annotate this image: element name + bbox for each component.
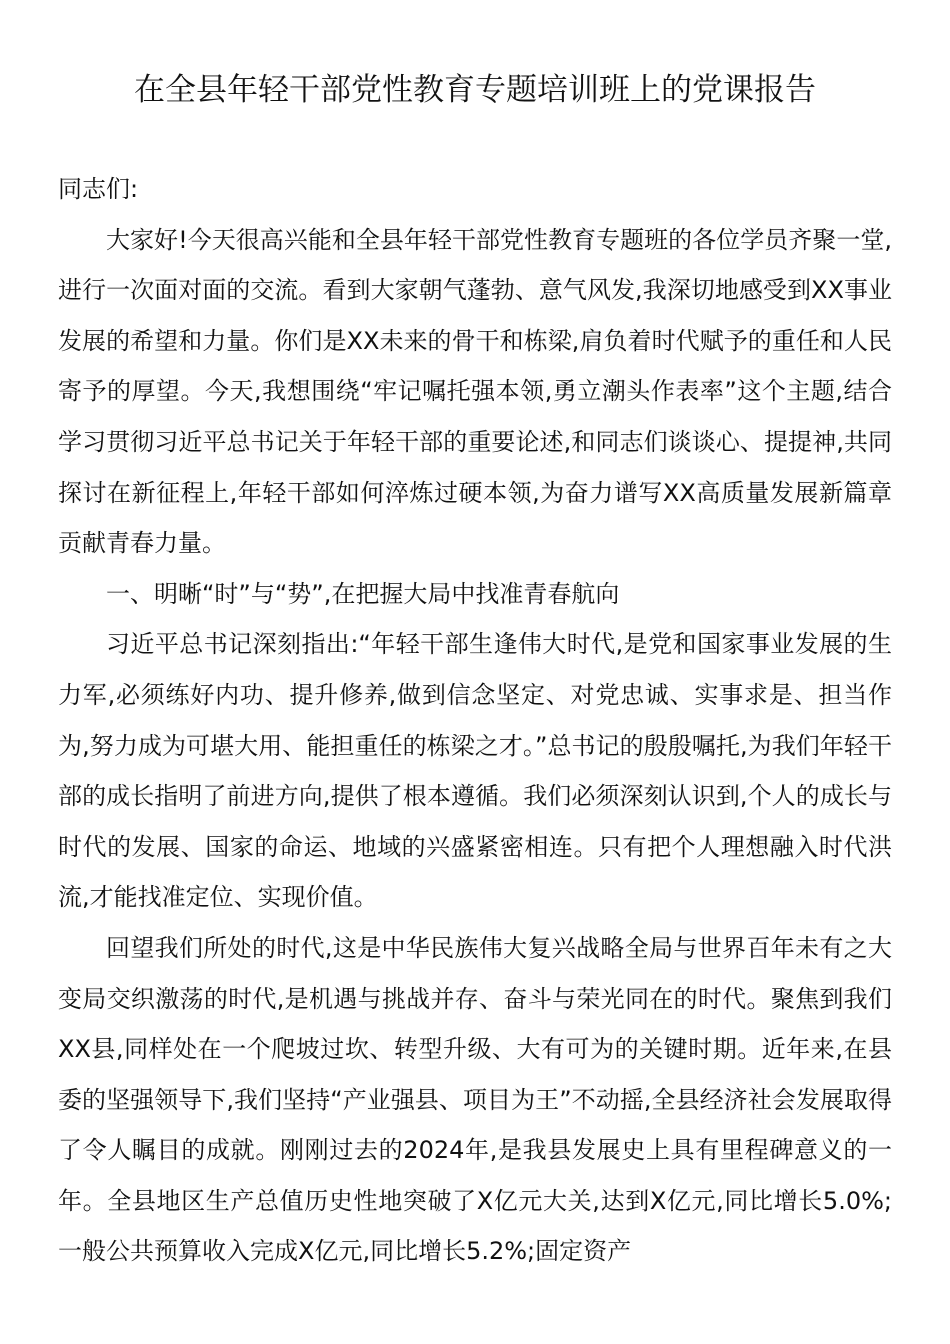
opening-paragraph: 大家好!今天很高兴能和全县年轻干部党性教育专题班的各位学员齐聚一堂,进行一次面对面的交流。看到大家朝气蓬勃、意气风发,我深切地感受到XX事业发展的希望和力量。你们是XX未来的骨干和栋梁,肩负着时代赋予的重任和人民寄予的厚望。今天,我想围绕“牢记嘱托强本领,勇立潮头作表率”这个主题,结合学习贯彻习近平总书记关于年轻干部的重要论述,和同志们谈谈心、提提神,共同探讨在新征程上,年轻干部如何淬炼过硬本领,为奋力谱写XX高质量发展新篇章贡献青春力量。: [58, 225, 892, 558]
salutation: 同志们:: [58, 175, 139, 203]
document-title: 在全县年轻干部党性教育专题培训班上的党课报告: [134, 72, 816, 108]
section-heading: 一、明晰“时”与“势”,在把握大局中找准青春航向: [106, 579, 620, 608]
document-body: [58, 164, 892, 1277]
section-paragraph: 习近平总书记深刻指出:“年轻干部生逢伟大时代,是党和国家事业发展的生力军,必须练好内功、提升修养,做到信念坚定、对党忠诚、实事求是、担当作为,努力成为可堪大用、能担重任的栋梁之才。”总书记的殷殷嘱托,为我们年轻干部的成长指明了前进方向,提供了根本遵循。我们必须深刻认识到,个人的成长与时代的发展、国家的命运、地域的兴盛紧密相连。只有把个人理想融入时代洪流,才能找准定位、实现价值。: [58, 630, 892, 912]
section-paragraph: 回望我们所处的时代,这是中华民族伟大复兴战略全局与世界百年未有之大变局交织激荡的时代,是机遇与挑战并存、奋斗与荣光同在的时代。聚焦到我们XX县,同样处在一个爬坡过坎、转型升级、大有可为的关键时期。近年来,在县委的坚强领导下,我们坚持“产业强县、项目为王”不动摇,全县经济社会发展取得了令人瞩目的成就。刚刚过去的2024年,是我县发展史上具有里程碑意义的一年。全县地区生产总值历史性地突破了X亿元大关,达到X亿元,同比增长5.0%;一般公共预算收入完成X亿元,同比增长5.2%;固定资产: [58, 933, 892, 1266]
